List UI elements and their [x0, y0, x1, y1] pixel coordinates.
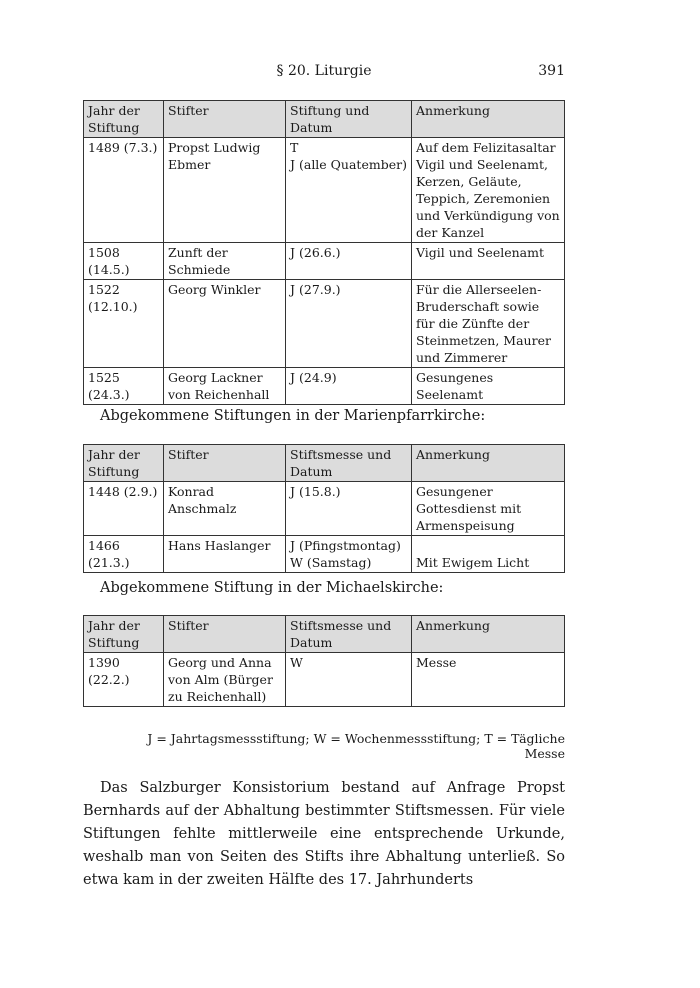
- table-cell: J (24.9): [286, 368, 412, 405]
- table-cell: Messe: [412, 653, 565, 707]
- table-header-row: [84, 445, 565, 482]
- table-cell: J (26.6.): [286, 243, 412, 280]
- table-cell: Mit Ewigem Licht: [412, 536, 565, 573]
- table-row: [84, 482, 565, 536]
- table-row: [84, 368, 565, 405]
- running-header: [83, 63, 565, 83]
- table-cell: J (27.9.): [286, 280, 412, 368]
- body-paragraph: Das Salzburger Konsistorium bestand auf Anfrage Propst Bernhards auf der Abhaltung bestimmter Stiftsmessen. Für viele Stiftungen fehlte mittlerweile eine entsprechende Urkunde, weshalb man von Seiten des Stifts ihre Abhaltung unterließ. So etwa kam in der zweiten Hälfte des 17. Jahrhunderts: [83, 780, 565, 888]
- table-cell: T J (alle Quatember): [286, 138, 412, 243]
- table-cell: Hans Haslanger: [164, 536, 286, 573]
- table-cell: 1448 (2.9.): [84, 482, 164, 536]
- column-header: Anmerkung: [412, 616, 565, 653]
- section-heading-michaelskirche: Abgekommene Stiftung in der Michaelskirche:: [100, 580, 444, 596]
- table-cell: Konrad Anschmalz: [164, 482, 286, 536]
- table-row: [84, 243, 565, 280]
- table-cell: 1390 (22.2.): [84, 653, 164, 707]
- abbreviation-legend: J = Jahrtagsmessstiftung; W = Wochenmessstiftung; T = Tägliche Messe: [147, 731, 565, 761]
- column-header: Anmerkung: [412, 445, 565, 482]
- table-cell: 1522 (12.10.): [84, 280, 164, 368]
- table-foundations-stiftskirche: [83, 100, 565, 405]
- column-header: Stifter: [164, 616, 286, 653]
- column-header: Stifter: [164, 445, 286, 482]
- table-header-row: [84, 101, 565, 138]
- table-row: [84, 138, 565, 243]
- table-cell: Gesungenes Seelenamt: [412, 368, 565, 405]
- column-header: Jahr der Stiftung: [84, 616, 164, 653]
- column-header: Stiftsmesse und Datum: [286, 616, 412, 653]
- section-heading-marienpfarrkirche: Abgekommene Stiftungen in der Marienpfarrkirche:: [100, 408, 486, 424]
- table-cell: Für die Allerseelen-Bruderschaft sowie für die Zünfte der Steinmetzen, Maurer und Zimmerer: [412, 280, 565, 368]
- running-title: § 20. Liturgie: [276, 63, 372, 79]
- table-cell: J (15.8.): [286, 482, 412, 536]
- table-cell: 1466 (21.3.): [84, 536, 164, 573]
- table-cell: Georg Lackner von Reichenhall: [164, 368, 286, 405]
- table-foundations-michaelskirche: [83, 615, 565, 707]
- table-row: [84, 653, 565, 707]
- column-header: Stifter: [164, 101, 286, 138]
- table-cell: J (Pfingstmontag) W (Samstag): [286, 536, 412, 573]
- table-row: [84, 536, 565, 573]
- table-cell: Propst Ludwig Ebmer: [164, 138, 286, 243]
- table-cell: Georg Winkler: [164, 280, 286, 368]
- table-foundations-marienpfarrkirche: [83, 444, 565, 573]
- table-header-row: [84, 616, 565, 653]
- column-header: Anmerkung: [412, 101, 565, 138]
- table-cell: 1525 (24.3.): [84, 368, 164, 405]
- table-cell: Georg und Anna von Alm (Bürger zu Reichenhall): [164, 653, 286, 707]
- table-cell: Gesungener Gottesdienst mit Armenspeisung: [412, 482, 565, 536]
- table-cell: W: [286, 653, 412, 707]
- table-cell: 1508 (14.5.): [84, 243, 164, 280]
- table-row: [84, 280, 565, 368]
- column-header: Jahr der Stiftung: [84, 445, 164, 482]
- column-header: Stiftung und Datum: [286, 101, 412, 138]
- column-header: Jahr der Stiftung: [84, 101, 164, 138]
- table-cell: 1489 (7.3.): [84, 138, 164, 243]
- table-cell: Vigil und Seelenamt: [412, 243, 565, 280]
- page-number: 391: [538, 63, 565, 79]
- table-cell: Auf dem Felizitasaltar Vigil und Seelenamt, Kerzen, Geläute, Teppich, Zeremonien und Verkündigung von der Kanzel: [412, 138, 565, 243]
- table-cell: Zunft der Schmiede: [164, 243, 286, 280]
- column-header: Stiftsmesse und Datum: [286, 445, 412, 482]
